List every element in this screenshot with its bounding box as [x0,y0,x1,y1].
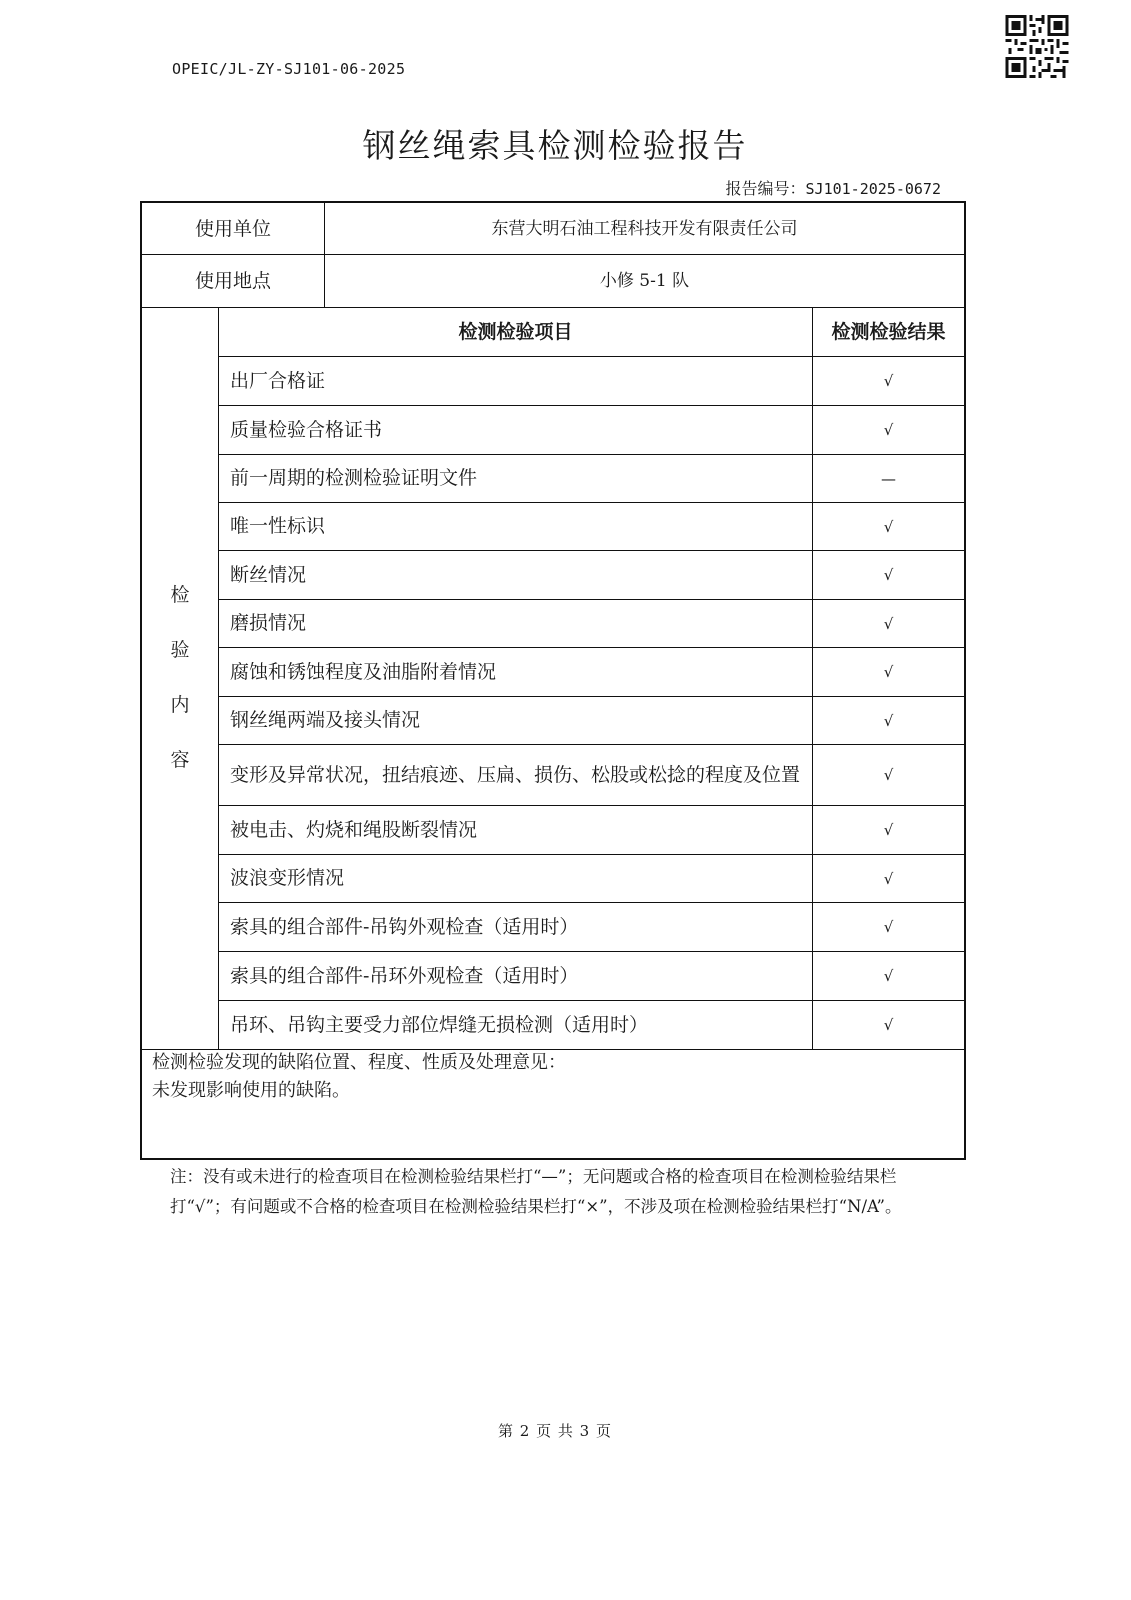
inspection-item: 质量检验合格证书 [230,418,383,441]
item-column-header: 检测检验项目 [458,321,573,343]
use-location-label: 使用地点 [194,270,271,292]
inspection-item: 磨损情况 [230,612,307,634]
inspection-result: √ [883,967,894,985]
inspection-result: √ [883,918,894,936]
inspection-item: 变形及异常状况，扭结痕迹、压扁、损伤、松股或松捻的程度及位置 [230,763,801,786]
side-label-char: 内 [170,694,190,716]
inspection-result: √ [883,1016,894,1034]
inspection-result: √ [883,821,894,839]
inspection-item: 唯一性标识 [230,515,326,537]
footnote: 注：没有或未进行的检查项目在检测检验结果栏打“—”；无问题或合格的检查项目在检测检验结果栏打“√”；有问题或不合格的检查项目在检测检验结果栏打“×”，不涉及项在检测检验结果栏打“N/A”。 [170,1167,902,1216]
inspection-item: 被电击、灼烧和绳股断裂情况 [230,818,478,841]
inspection-item: 出厂合格证 [230,369,326,392]
inspection-result: √ [883,711,894,730]
inspection-result: — [881,469,896,488]
inspection-item: 吊环、吊钩主要受力部位焊缝无损检测（适用时） [230,1013,649,1036]
inspection-result: √ [883,766,894,784]
inspection-item: 断丝情况 [230,563,307,586]
inspection-result: √ [883,869,894,888]
inspection-result: √ [883,566,894,584]
use-unit-value: 东营大明石油工程科技开发有限责任公司 [491,218,798,239]
inspection-result: √ [883,614,894,633]
findings-section [152,1049,566,1105]
report-number [726,176,941,199]
report-title: 钢丝绳索具检测检验报告 [362,126,748,165]
inspection-table [140,201,966,1160]
inspection-item: 索具的组合部件-吊钩外观检查（适用时） [230,915,579,938]
use-location-value: 小修 5-1 队 [599,271,690,291]
inspection-item: 钢丝绳两端及接头情况 [230,709,421,731]
inspection-item: 索具的组合部件-吊环外观检查（适用时） [230,964,579,987]
inspection-item: 波浪变形情况 [230,867,345,889]
inspection-result: √ [883,421,894,439]
inspection-result: √ [883,372,894,390]
inspection-content-label [142,307,218,1049]
result-column-header: 检测检验结果 [831,321,946,343]
inspection-item: 腐蚀和锈蚀程度及油脂附着情况 [230,660,497,683]
side-label-char: 验 [170,639,190,661]
inspection-item: 前一周期的检测检验证明文件 [230,467,478,489]
findings-value: 未发现影响使用的缺陷。 [152,1080,350,1101]
report-number-label: 报告编号： [725,179,806,198]
side-label-char: 容 [170,749,190,771]
report-number-value: SJ101-2025-0672 [805,180,941,198]
qr-code-icon [1004,15,1070,78]
use-unit-label: 使用单位 [194,217,271,240]
page-number: 第 2 页 共 3 页 [498,1422,612,1440]
inspection-result: √ [883,663,894,681]
document-code: OPEIC/JL-ZY-SJ101-06-2025 [172,60,406,78]
inspection-result: √ [883,517,894,536]
findings-label: 检测检验发现的缺陷位置、程度、性质及处理意见： [152,1052,566,1073]
side-label-char: 检 [170,584,190,606]
